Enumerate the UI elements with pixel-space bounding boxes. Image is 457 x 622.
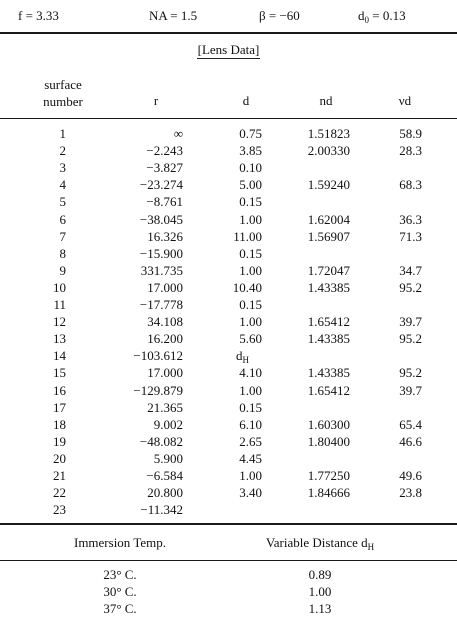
radius-cell: −129.879 <box>133 382 183 398</box>
param-d0 <box>358 8 406 25</box>
radius-cell: −15.900 <box>139 245 183 261</box>
table-row <box>0 229 457 246</box>
refractive-index-cell: 1.43385 <box>307 365 350 381</box>
variable-distance-cell: 0.89 <box>308 567 332 582</box>
thickness-cell: 1.00 <box>239 382 262 398</box>
table-row <box>0 280 457 297</box>
table-row <box>0 143 457 160</box>
radius-cell: 5.900 <box>153 450 183 466</box>
abbe-number-cell: 39.7 <box>399 314 422 330</box>
top-rule <box>0 32 457 34</box>
param-f: f = 3.33 <box>18 8 59 23</box>
col-header-d: d <box>242 93 250 108</box>
abbe-number-cell: 71.3 <box>399 228 422 244</box>
refractive-index-cell: 1.43385 <box>307 279 350 295</box>
surface-number-cell: 5 <box>59 194 66 210</box>
lens-data-title <box>0 42 457 59</box>
table-row <box>0 331 457 348</box>
refractive-index-cell: 1.84666 <box>307 485 350 501</box>
surface-number-cell: 7 <box>59 228 66 244</box>
radius-cell: 17.000 <box>147 279 183 295</box>
param-d0-sub: 0 <box>364 15 369 25</box>
variable-distance-cell: 1.13 <box>308 601 332 616</box>
abbe-number-cell: 46.6 <box>399 433 422 449</box>
thickness-cell: 0.15 <box>239 194 262 210</box>
lens-data-title-text: [Lens Data] <box>197 42 260 57</box>
thickness-cell: 11.00 <box>233 228 262 244</box>
surface-number-cell: 11 <box>53 297 66 312</box>
abbe-number-cell: 58.9 <box>399 126 422 141</box>
surface-number-cell: 22 <box>53 485 66 501</box>
table-row <box>0 194 457 211</box>
thickness-cell: 0.15 <box>239 399 262 415</box>
col-header-surface-line1: surface <box>44 77 82 92</box>
thickness-cell: 10.40 <box>232 279 262 295</box>
param-beta: β = −60 <box>259 8 300 23</box>
surface-number-cell: 17 <box>53 399 66 415</box>
table-row <box>0 584 457 601</box>
surface-number-cell: 13 <box>53 331 66 347</box>
param-na: NA = 1.5 <box>149 8 198 23</box>
col-header-variable-distance <box>230 535 410 552</box>
abbe-number-cell: 95.2 <box>399 331 422 347</box>
radius-cell: 17.000 <box>147 365 183 381</box>
radius-cell: 16.326 <box>147 228 183 244</box>
radius-cell: −11.342 <box>140 502 183 518</box>
immersion-temp-cell: 30° C. <box>103 584 137 599</box>
refractive-index-cell: 1.65412 <box>307 314 350 330</box>
abbe-number-cell: 23.8 <box>399 485 422 501</box>
param-d0-symbol: d <box>358 8 365 23</box>
refractive-index-cell: 1.59240 <box>307 177 350 193</box>
radius-cell: ∞ <box>173 126 183 141</box>
table-row <box>0 177 457 194</box>
radius-cell: −6.584 <box>146 468 183 483</box>
thickness-cell: 1.00 <box>239 262 262 278</box>
variable-distance-cell: 1.00 <box>308 584 332 599</box>
radius-cell: −23.274 <box>139 177 183 193</box>
abbe-number-cell: 36.3 <box>399 211 422 227</box>
immersion-temp-cell: 37° C. <box>103 601 137 616</box>
thickness-cell: 4.10 <box>239 365 262 381</box>
table-row <box>0 348 457 365</box>
col-header-immersion-temp: Immersion Temp. <box>73 535 166 550</box>
radius-cell: −48.082 <box>139 433 183 449</box>
thickness-cell: 5.00 <box>239 177 262 193</box>
table-row <box>0 485 457 502</box>
abbe-number-cell: 95.2 <box>399 365 422 381</box>
refractive-index-cell: 1.72047 <box>307 262 350 278</box>
surface-number-cell: 21 <box>53 468 66 483</box>
radius-cell: −103.612 <box>133 348 183 364</box>
surface-number-cell: 1 <box>59 126 66 141</box>
table-row <box>0 567 457 584</box>
table-row <box>0 246 457 263</box>
col-header-variable-distance-text: Variable Distance d <box>265 535 368 550</box>
col-header-vd: νd <box>398 93 412 108</box>
thickness-cell: 1.00 <box>239 468 262 483</box>
col-header-variable-distance-sub: H <box>367 542 375 552</box>
thickness-cell: 3.85 <box>239 143 262 159</box>
table-row <box>0 160 457 177</box>
thickness-cell <box>236 348 274 365</box>
thickness-cell: 5.60 <box>239 331 262 347</box>
thickness-cell: 2.65 <box>239 433 262 449</box>
surface-number-cell: 8 <box>59 245 66 261</box>
surface-number-cell: 23 <box>53 502 66 518</box>
col-header-nd: nd <box>319 93 333 108</box>
radius-cell: 34.108 <box>147 314 183 330</box>
table-row <box>0 601 457 618</box>
surface-number-cell: 9 <box>59 262 66 278</box>
thickness-cell: 0.75 <box>239 126 262 141</box>
surface-number-cell: 19 <box>53 433 66 449</box>
radius-cell: 9.002 <box>153 416 183 432</box>
abbe-number-cell: 34.7 <box>399 262 422 278</box>
thickness-cell: 3.40 <box>239 485 262 501</box>
thickness-cell: 0.10 <box>239 160 262 176</box>
refractive-index-cell: 1.77250 <box>307 468 350 483</box>
refractive-index-cell: 2.00330 <box>307 143 350 159</box>
surface-number-cell: 18 <box>53 416 66 432</box>
var-header-rule <box>0 560 457 561</box>
thickness-cell: 0.15 <box>239 297 262 312</box>
mid-rule <box>0 523 457 525</box>
param-d0-value: = 0.13 <box>369 8 406 23</box>
col-header-surface-line2: number <box>43 94 83 109</box>
table-row <box>0 126 457 143</box>
table-row <box>0 212 457 229</box>
abbe-number-cell: 28.3 <box>399 143 422 159</box>
col-header-surface <box>20 76 106 110</box>
surface-number-cell: 15 <box>53 365 66 381</box>
table-row <box>0 451 457 468</box>
surface-number-cell: 12 <box>53 314 66 330</box>
radius-cell: −2.243 <box>146 143 183 159</box>
table-row <box>0 314 457 331</box>
refractive-index-cell: 1.43385 <box>307 331 350 347</box>
thickness-symbol: d <box>236 348 243 364</box>
refractive-index-cell: 1.60300 <box>307 416 350 432</box>
refractive-index-cell: 1.51823 <box>307 126 350 141</box>
abbe-number-cell: 95.2 <box>399 279 422 295</box>
surface-number-cell: 4 <box>59 177 66 193</box>
table-row <box>0 434 457 451</box>
radius-cell: 20.800 <box>147 485 183 501</box>
surface-number-cell: 3 <box>59 160 66 176</box>
surface-number-cell: 10 <box>53 279 66 295</box>
abbe-number-cell: 65.4 <box>399 416 422 432</box>
thickness-cell: 1.00 <box>239 314 262 330</box>
radius-cell: −38.045 <box>139 211 183 227</box>
abbe-number-cell: 49.6 <box>399 468 422 483</box>
table-row <box>0 502 457 519</box>
thickness-cell: 1.00 <box>239 211 262 227</box>
refractive-index-cell: 1.80400 <box>307 433 350 449</box>
table-row <box>0 297 457 314</box>
table-row <box>0 383 457 400</box>
surface-number-cell: 6 <box>59 211 66 227</box>
radius-cell: 331.735 <box>140 262 183 278</box>
thickness-cell: 4.45 <box>239 450 262 466</box>
immersion-temp-cell: 23° C. <box>103 567 137 582</box>
radius-cell: −3.827 <box>146 160 183 176</box>
refractive-index-cell: 1.56907 <box>307 228 350 244</box>
radius-cell: −8.761 <box>146 194 183 210</box>
table-row <box>0 263 457 280</box>
col-header-r: r <box>153 93 159 108</box>
radius-cell: 21.365 <box>147 399 183 415</box>
table-row <box>0 468 457 485</box>
radius-cell: 16.200 <box>147 331 183 347</box>
surface-number-cell: 2 <box>59 143 66 159</box>
surface-number-cell: 20 <box>53 450 66 466</box>
surface-number-cell: 16 <box>53 382 66 398</box>
table-row <box>0 417 457 434</box>
table-row <box>0 400 457 417</box>
abbe-number-cell: 68.3 <box>399 177 422 193</box>
refractive-index-cell: 1.62004 <box>307 211 350 227</box>
surface-number-cell: 14 <box>53 348 66 364</box>
thickness-subscript: H <box>242 355 249 366</box>
thickness-cell: 6.10 <box>239 416 262 432</box>
header-rule <box>0 118 457 119</box>
thickness-cell: 0.15 <box>239 245 262 261</box>
refractive-index-cell: 1.65412 <box>307 382 350 398</box>
abbe-number-cell: 39.7 <box>399 382 422 398</box>
table-row <box>0 365 457 382</box>
radius-cell: −17.778 <box>139 297 183 312</box>
